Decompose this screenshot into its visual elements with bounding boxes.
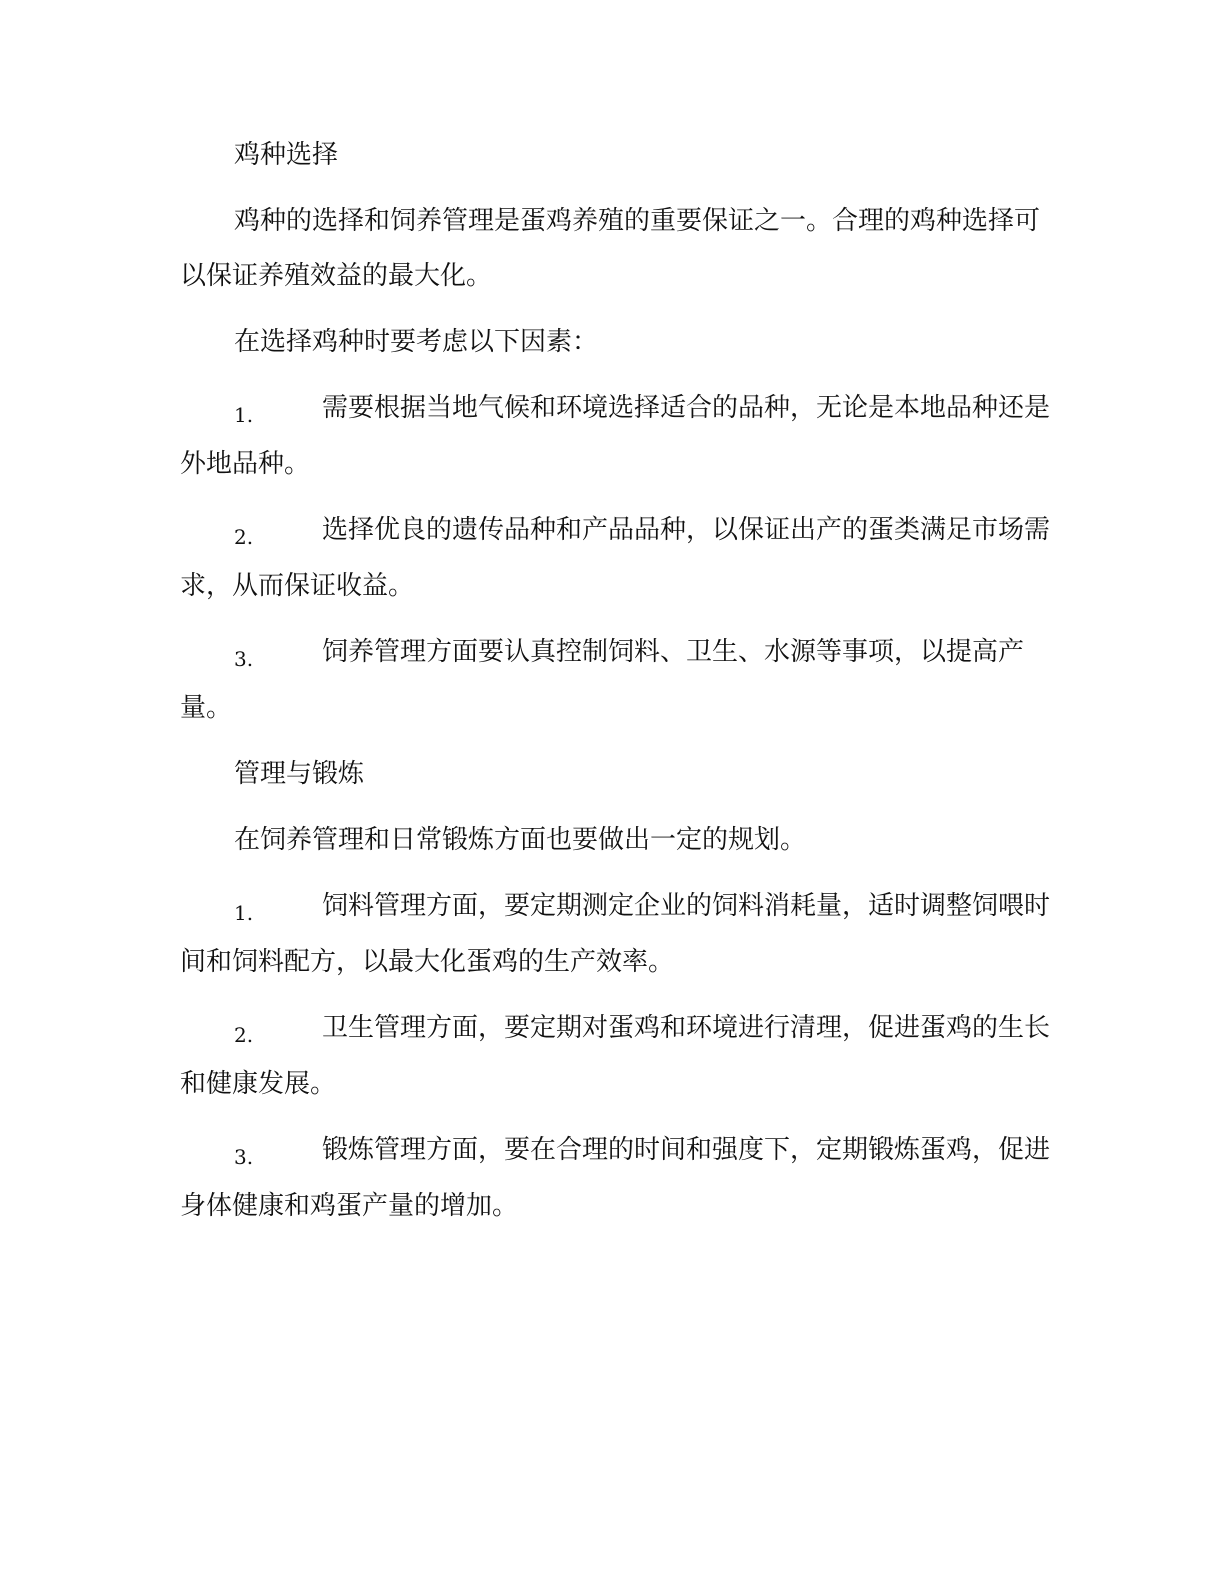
list-item-number: 3. [234,1145,254,1169]
list-item [180,879,1060,990]
management-exercise-intro: 在饲养管理和日常锻炼方面也要做出一定的规划。 [234,825,807,855]
list-item [180,1001,1060,1112]
document-body [180,128,1060,1245]
list-item [180,381,1060,492]
list-item-number: 2. [234,525,254,549]
breed-selection-lead: 在选择鸡种时要考虑以下因素： [234,327,599,357]
list-item-text: 锻炼管理方面，要在合理的时间和强度下，定期锻炼蛋鸡，促进身体健康和鸡蛋产量的增加。 [180,1135,1051,1221]
section-heading-breed-selection: 鸡种选择 [234,140,339,170]
list-item-text: 饲料管理方面，要定期测定企业的饲料消耗量，适时调整饲喂时间和饲料配方，以最大化蛋鸡的生产效率。 [180,891,1051,977]
list-item-text: 需要根据当地气候和环境选择适合的品种，无论是本地品种还是外地品种。 [180,393,1051,479]
list-item-text: 卫生管理方面，要定期对蛋鸡和环境进行清理，促进蛋鸡的生长和健康发展。 [180,1013,1051,1099]
list-item-text: 选择优良的遗传品种和产品品种，以保证出产的蛋类满足市场需求，从而保证收益。 [180,515,1051,601]
list-item-number: 1. [234,403,254,427]
list-item-number: 2. [234,1023,254,1047]
list-item [180,1123,1060,1234]
list-item-number: 3. [234,647,254,671]
list-item-number: 1. [234,901,254,925]
list-item-text: 饲养管理方面要认真控制饲料、卫生、水源等事项，以提高产量。 [180,637,1025,723]
list-item [180,503,1060,614]
section-heading-management-exercise: 管理与锻炼 [234,759,365,789]
list-item [180,625,1060,736]
breed-selection-intro: 鸡种的选择和饲养管理是蛋鸡养殖的重要保证之一。合理的鸡种选择可以保证养殖效益的最大化。 [180,206,1041,291]
